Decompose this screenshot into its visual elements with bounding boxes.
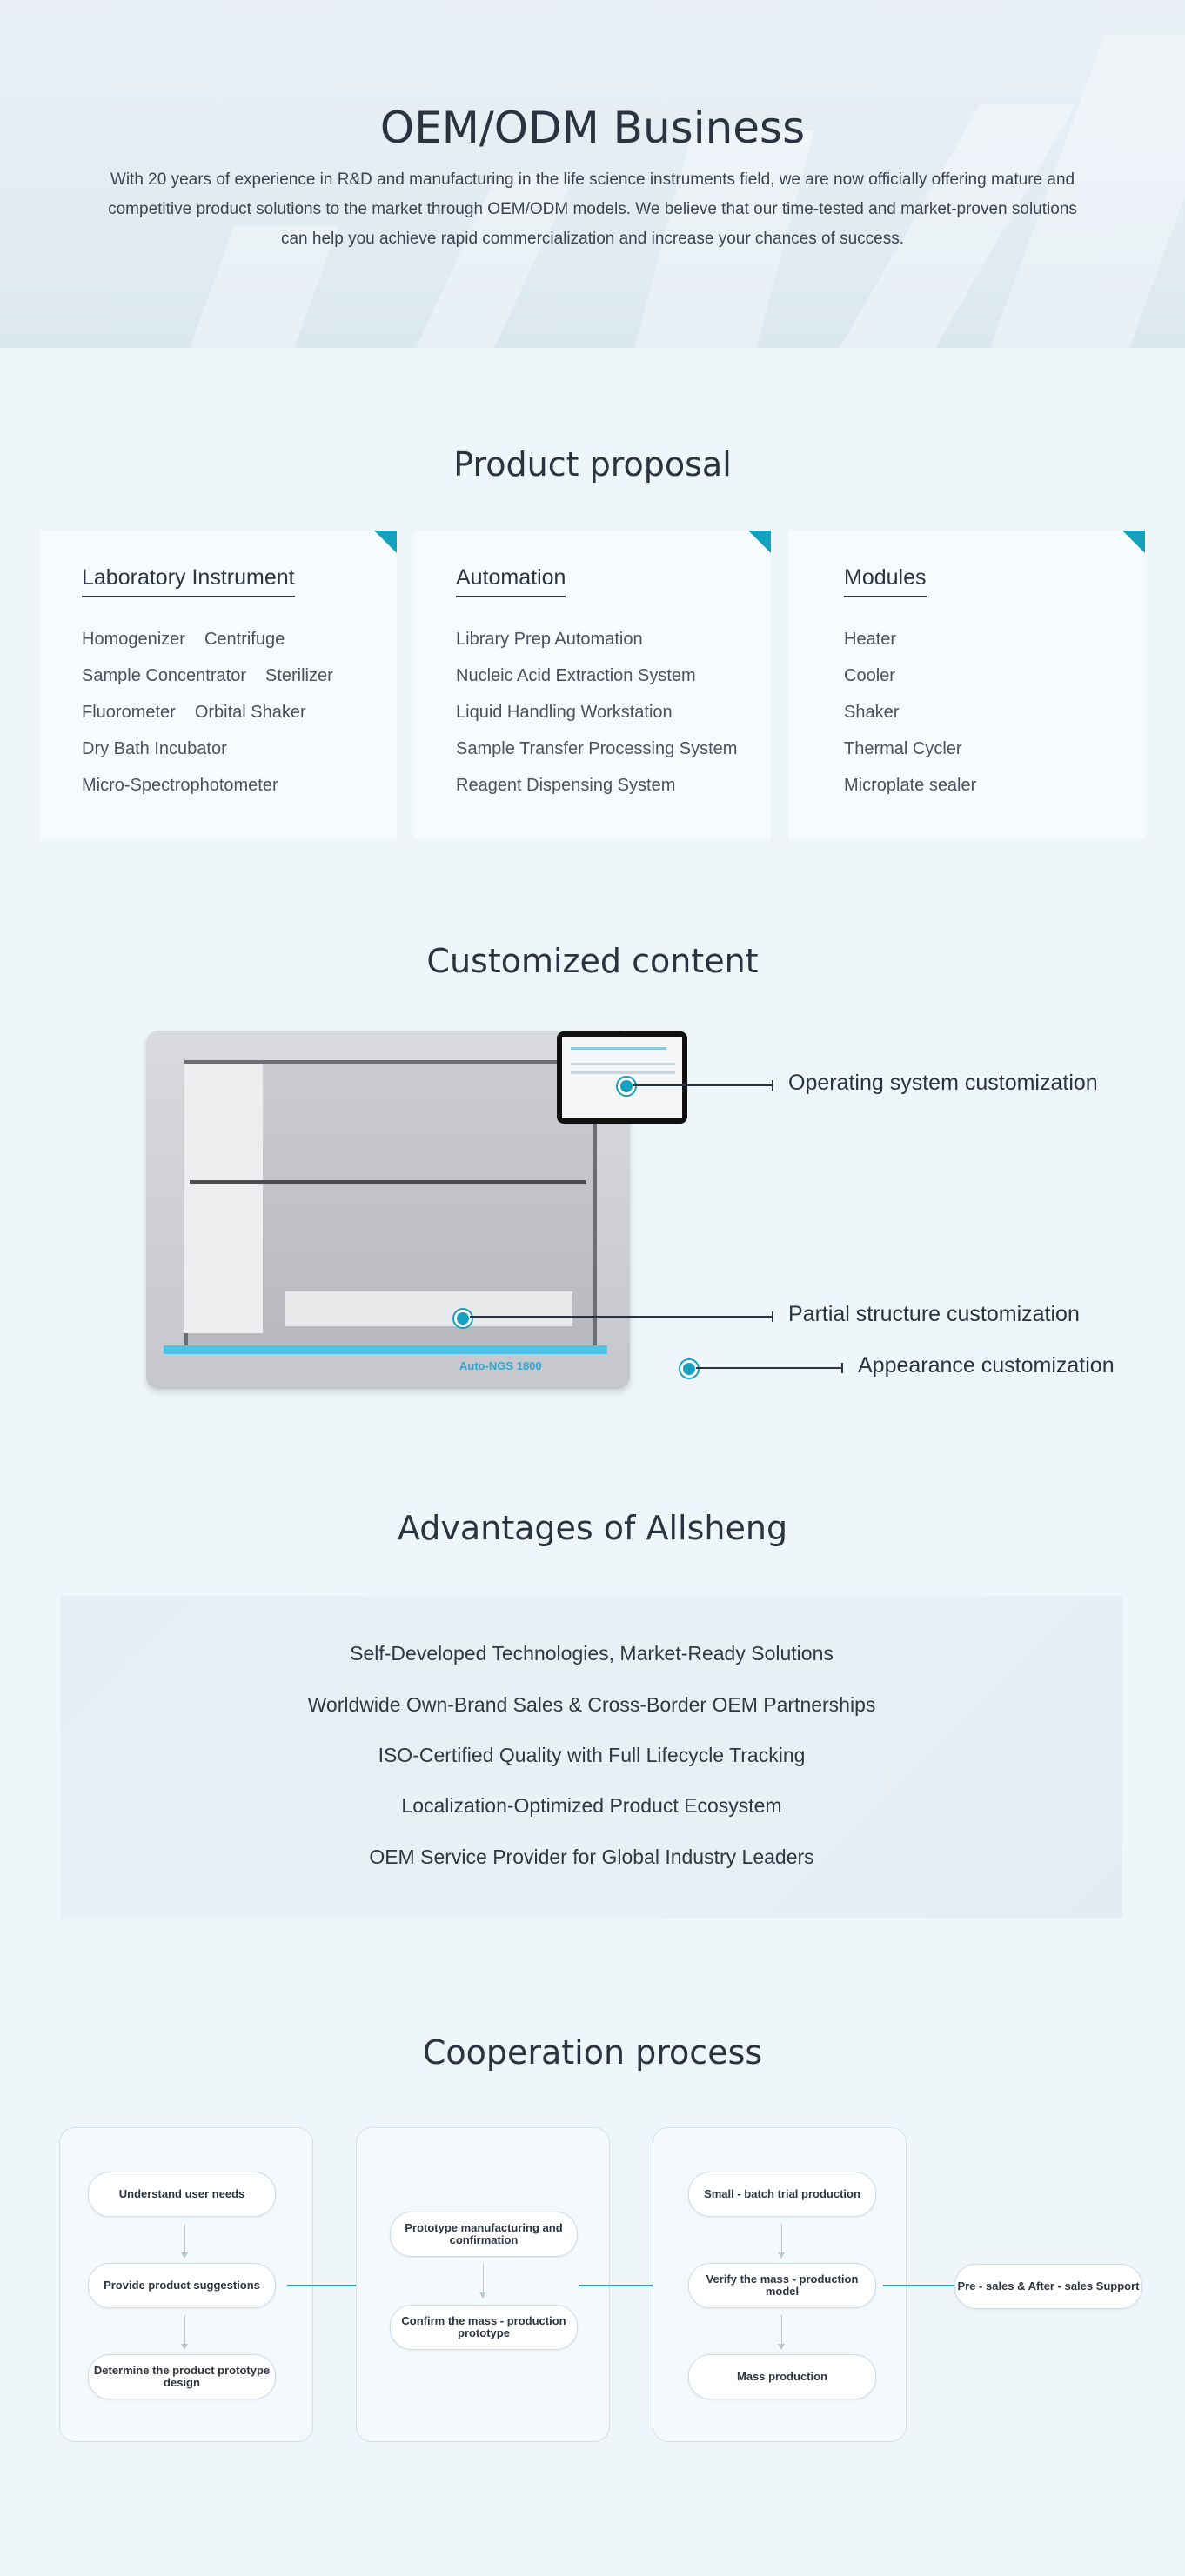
ui-bar xyxy=(571,1071,675,1074)
ui-bar xyxy=(571,1047,666,1050)
section-title-advantages: Advantages of Allsheng xyxy=(397,1509,788,1547)
card-list xyxy=(82,631,352,813)
list-item xyxy=(456,740,756,777)
product-link[interactable]: Micro-Spectrophotometer xyxy=(82,776,278,795)
process-step: Mass production xyxy=(688,2354,876,2399)
page-title: OEM/ODM Business xyxy=(379,103,806,153)
advantages-panel xyxy=(61,1596,1122,1918)
card-modules xyxy=(788,531,1145,839)
callout-partial-structure: Partial structure customization xyxy=(788,1302,1080,1326)
callout-end xyxy=(772,1311,773,1322)
product-link[interactable]: Orbital Shaker xyxy=(194,703,306,722)
hotspot-partial-structure[interactable] xyxy=(454,1310,472,1327)
card-heading: Automation xyxy=(456,565,566,597)
card-laboratory-instrument xyxy=(40,531,397,839)
product-link[interactable]: Dry Bath Incubator xyxy=(82,739,227,758)
ui-bar xyxy=(571,1063,675,1065)
hotspot-appearance[interactable] xyxy=(680,1360,698,1378)
product-link[interactable]: Centrifuge xyxy=(204,630,285,649)
instrument-pipetting-head xyxy=(184,1064,263,1333)
callout-line xyxy=(470,1316,773,1318)
process-step: Understand user needs xyxy=(88,2172,276,2217)
callout-line xyxy=(633,1084,773,1086)
process-stage-3 xyxy=(653,2127,907,2442)
product-link[interactable]: Sterilizer xyxy=(264,666,333,685)
list-item xyxy=(456,667,756,704)
list-item xyxy=(82,667,352,704)
process-stage-2 xyxy=(356,2127,610,2442)
process-step: Verify the mass - production model xyxy=(688,2263,876,2308)
down-arrow xyxy=(781,2224,782,2257)
advantage-item: Worldwide Own-Brand Sales & Cross-Border OEM Partnerships xyxy=(307,1693,876,1716)
product-link[interactable]: Sample Transfer Processing System xyxy=(456,739,738,758)
card-list xyxy=(456,631,756,813)
callout-end xyxy=(841,1363,843,1373)
list-item xyxy=(844,704,995,740)
instrument-model-label: Auto-NGS 1800 xyxy=(459,1359,542,1372)
product-link[interactable]: Sample Concentrator xyxy=(82,666,246,685)
list-item xyxy=(82,704,352,740)
section-title-product-proposal: Product proposal xyxy=(453,445,732,484)
callout-operating-system: Operating system customization xyxy=(788,1071,1098,1095)
product-link[interactable]: Shaker xyxy=(844,703,900,722)
product-link[interactable]: Reagent Dispensing System xyxy=(456,776,676,795)
card-heading: Laboratory Instrument xyxy=(82,565,295,597)
hero-description: With 20 years of experience in R&D and manufacturing in the life science instruments field, we are now officially offering mature and competitive product solutions to the market through OEM/ODM models. We believe that our time-tested and market-proven solutions can help you achieve rapid commercialization and increase your chances of success. xyxy=(108,170,1077,248)
process-step: Confirm the mass - production prototype xyxy=(390,2305,578,2350)
corner-accent xyxy=(748,531,771,553)
down-arrow xyxy=(781,2315,782,2348)
hotspot-operating-system[interactable] xyxy=(618,1078,635,1095)
advantage-item: Localization-Optimized Product Ecosystem xyxy=(401,1794,782,1817)
advantage-item: OEM Service Provider for Global Industry Leaders xyxy=(369,1845,814,1868)
advantage-item: ISO-Certified Quality with Full Lifecycle Tracking xyxy=(378,1744,806,1766)
product-link[interactable]: Nucleic Acid Extraction System xyxy=(456,666,696,685)
callout-line xyxy=(696,1367,842,1369)
list-item xyxy=(844,667,995,704)
section-title-customized-content: Customized content xyxy=(426,942,759,980)
instrument-shelf xyxy=(190,1180,586,1184)
product-link[interactable]: Fluorometer xyxy=(82,703,176,722)
list-item xyxy=(456,704,756,740)
product-link[interactable]: Homogenizer xyxy=(82,630,185,649)
card-automation xyxy=(414,531,771,839)
product-link[interactable]: Thermal Cycler xyxy=(844,739,962,758)
process-step: Small - batch trial production xyxy=(688,2172,876,2217)
product-link[interactable]: Microplate sealer xyxy=(844,776,977,795)
list-item xyxy=(844,740,995,777)
instrument-deck xyxy=(285,1291,572,1326)
list-item xyxy=(82,740,352,777)
advantage-item: Self-Developed Technologies, Market-Ready Solutions xyxy=(350,1642,834,1665)
list-item xyxy=(456,631,756,667)
process-step: Determine the product prototype design xyxy=(88,2354,276,2399)
process-step-final: Pre - sales & After - sales Support xyxy=(954,2264,1142,2309)
list-item xyxy=(844,777,995,813)
section-title-cooperation-process: Cooperation process xyxy=(422,2033,763,2072)
process-step: Provide product suggestions xyxy=(88,2263,276,2308)
down-arrow xyxy=(184,2224,185,2257)
card-list xyxy=(844,631,995,813)
product-link[interactable]: Cooler xyxy=(844,666,895,685)
instrument-stripe xyxy=(164,1345,607,1354)
card-heading: Modules xyxy=(844,565,927,597)
list-item xyxy=(456,777,756,813)
list-item xyxy=(82,777,352,813)
down-arrow xyxy=(483,2264,484,2297)
product-link[interactable]: Library Prep Automation xyxy=(456,630,643,649)
callout-end xyxy=(772,1080,773,1091)
hero-banner xyxy=(0,0,1185,348)
corner-accent xyxy=(374,531,397,553)
process-stage-1 xyxy=(59,2127,313,2442)
product-link[interactable]: Liquid Handling Workstation xyxy=(456,703,673,722)
down-arrow xyxy=(184,2315,185,2348)
callout-appearance: Appearance customization xyxy=(858,1353,1115,1378)
corner-accent xyxy=(1122,531,1145,553)
list-item xyxy=(844,631,995,667)
product-link[interactable]: Heater xyxy=(844,630,897,649)
list-item xyxy=(82,631,352,667)
process-step: Prototype manufacturing and confirmation xyxy=(390,2212,578,2257)
